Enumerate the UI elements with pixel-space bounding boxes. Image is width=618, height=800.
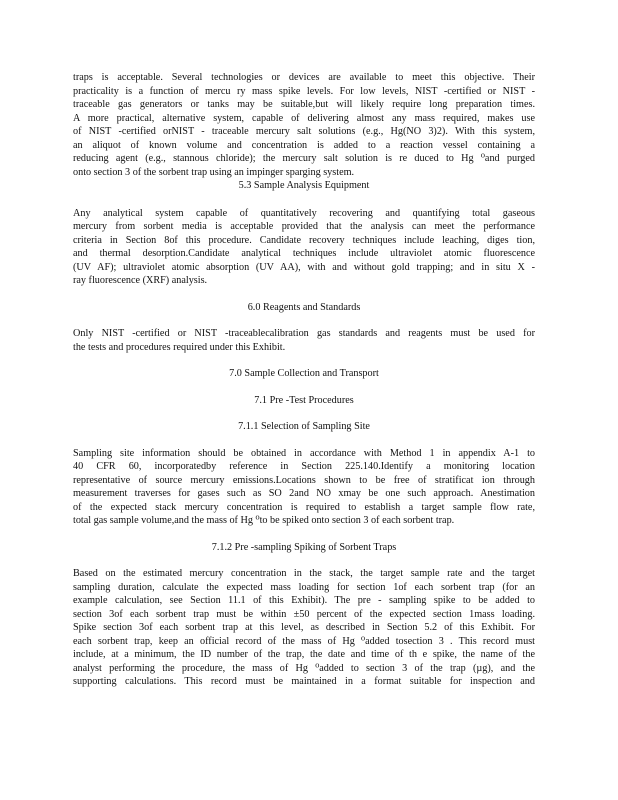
text-line: 40 CFR 60, incorporatedby reference in Section 225.140.Identify a monitoring location (73, 461, 535, 472)
text-line: section 3of each sorbent trap must be within ±50 percent of the expected section 1mass loading. (73, 608, 535, 620)
text-line: ray fluorescence (XRF) analysis. (73, 275, 208, 286)
text-line: mercury from sorbent media is acceptable provided that the analysis can meet the performance (73, 221, 535, 232)
section-heading-7-0: 7.0 Sample Collection and Transport (229, 368, 379, 379)
text-line: Sampling site information should be obtained in accordance with Method 1 in appendix A-1 to (73, 447, 535, 459)
document-page (73, 71, 535, 689)
text-line: Only NIST -certified or NIST -traceablecalibration gas standards and reagents must be used for (73, 328, 535, 339)
section-heading-7-1-1: 7.1.1 Selection of Sampling Site (238, 421, 370, 432)
paragraph-analysis-equipment (73, 207, 535, 288)
text-line: analyst performing the procedure, the mass of Hg ⁰added to section 3 of the trap (µg), and the (73, 662, 535, 674)
text-line: representative of source mercury emissions.Locations shown to be free of stratificat ion through (73, 474, 535, 486)
text-line: sampling duration, calculate the expected mass loading for section 1of each sorbent trap (for an (73, 581, 535, 593)
text-line: the tests and procedures required under this Exhibit. (73, 341, 286, 353)
section-heading-6-0: 6.0 Reagents and Standards (247, 301, 361, 313)
text-line: Based on the estimated mercury concentration in the stack, the target sample rate and the target (73, 568, 535, 579)
section-heading-5-3: 5.3 Sample Analysis Equipment (238, 180, 370, 191)
paragraph-pre-sampling-spiking (73, 567, 535, 689)
text-line: include, at a minimum, the ID number of the trap, the date and time of th e spike, the name of the (73, 649, 535, 660)
text-line: of the expected stack mercury concentration is required to establish a target sample flow rate, (73, 501, 535, 513)
section-heading-7-1-2: 7.1.2 Pre -sampling Spiking of Sorbent Traps (211, 541, 397, 553)
text-line: and thermal desorption.Candidate analytical techniques include ultraviolet atomic fluorescence (73, 248, 535, 259)
text-line: measurement traverses for gases such as SO 2and NO xmay be one such approach. Anestimation (73, 488, 535, 499)
text-line: Any analytical system capable of quantitatively recovering and quantifying total gaseous (73, 207, 535, 219)
text-line: an aliquot of known volume and concentration is added to a reaction vessel containing a (73, 139, 535, 151)
text-line: supporting calculations. This record must be maintained in a format suitable for inspection and (73, 676, 535, 687)
paragraph-sampling-site (73, 447, 535, 528)
text-line: traps is acceptable. Several technologies or devices are available to meet this objective. Their (73, 72, 535, 83)
section-heading-7-1: 7.1 Pre -Test Procedures (254, 394, 354, 406)
text-line: A more practical, alternative system, capable of delivering almost any mass required, makes use (73, 112, 535, 124)
text-line: Spike section 3of each sorbent trap at this level, as described in Section 5.2 of this Exhibit. For (73, 622, 535, 633)
text-line: reducing agent (e.g., stannous chloride); the mercury salt solution is re duced to Hg ⁰and purged (73, 153, 535, 164)
text-line: of NIST -certified orNIST - traceable mercury salt solutions (e.g., Hg(NO 3)2). With this system, (73, 126, 535, 137)
paragraph-calibration-systems (73, 71, 535, 179)
text-line: (UV AF); ultraviolet atomic absorption (UV AA), with and without gold trapping; and in situ X - (73, 261, 535, 273)
text-line: practicality is a function of mercu ry mass spike levels. For low levels, NIST -certified or NIST - (73, 85, 535, 97)
paragraph-reagents (73, 327, 535, 354)
text-line: total gas sample volume,and the mass of Hg ⁰to be spiked onto section 3 of each sorbent trap. (73, 515, 455, 526)
text-line: each sorbent trap, keep an official record of the mass of Hg ⁰added tosection 3 . This record must (73, 635, 535, 647)
text-line: example calculation, see Section 11.1 of this Exhibit). The pre - sampling spike to be added to (73, 595, 535, 606)
text-line: traceable gas generators or tanks may be suitable,but will likely require long preparation times. (73, 99, 535, 110)
text-line: onto section 3 of the sorbent trap using an impinger sparging system. (73, 166, 355, 178)
text-line: criteria in Section 8of this procedure. Candidate recovery techniques include leaching, diges tion, (73, 234, 535, 246)
